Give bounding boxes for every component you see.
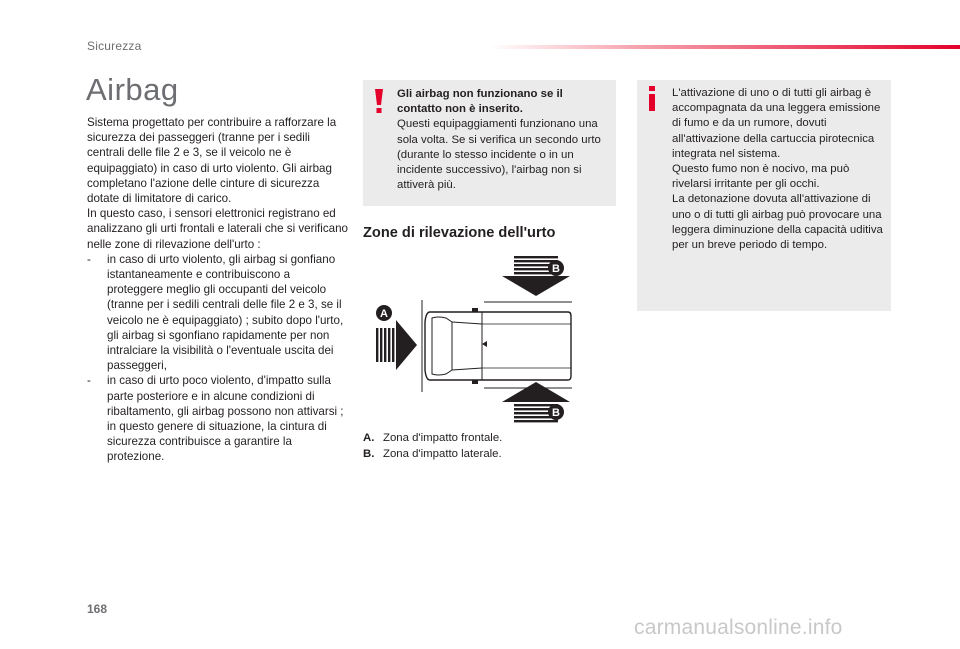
zones-heading: Zone di rilevazione dell'urto: [363, 225, 556, 241]
badge-a: [376, 305, 392, 321]
info-paragraph-2: Questo fumo non è nocivo, ma può rivelarsi irritante per gli occhi.: [672, 163, 850, 191]
bullet-text: in caso di urto violento, gli airbag si gonfiano istantaneamente e contribuiscono a proteggere meglio gli occupanti del veicolo (tranne per i sedili centrali delle file 2 e 3, se il veicolo ne è equipaggiato) ; subito dopo l'urto, gli airbag si sgonfiano rapidamente per non intralciare la visibilità o l'eventuale uscita dei passeggeri,: [107, 252, 344, 373]
page-number: 168: [87, 602, 108, 616]
intro-paragraph-2: In questo caso, i sensori elettronici registrano ed analizzano gli urti frontali e laterali che si verificano nelle zone di rilevazione dell'urto :: [87, 207, 348, 251]
legend-key: A.: [363, 432, 375, 444]
bullet-marker: -: [87, 252, 91, 266]
badge-b-bottom: [548, 404, 564, 420]
zones-legend: [363, 431, 502, 462]
bullet-item: [87, 373, 349, 464]
warning-icon: [372, 88, 386, 114]
bullet-text: in caso di urto poco violento, d'impatto sulla parte posteriore e in alcune condizioni di ribaltamento, gli airbag possono non attivarsi ; in questo genere di situazione, la cintura di sicurezza contribuisce a garantire la protezione.: [107, 374, 344, 464]
badge-b-top: [548, 260, 564, 276]
intro-column: [87, 115, 349, 465]
watermark: carmanualsonline.info: [634, 616, 843, 639]
front-impact-arrow: [376, 320, 417, 370]
svg-text:B: B: [552, 407, 560, 419]
legend-text: Zona d'impatto laterale.: [383, 447, 502, 460]
legend-row: [363, 431, 502, 447]
svg-text:A: A: [380, 308, 388, 320]
bullet-marker: -: [87, 374, 91, 388]
warning-text: [397, 87, 609, 193]
info-box: [637, 80, 891, 311]
legend-row: [363, 447, 502, 463]
info-icon: [646, 86, 658, 112]
impact-zones-diagram: [372, 252, 572, 424]
header-divider: [490, 45, 960, 49]
van-top-view: [425, 308, 571, 384]
warning-box: [363, 80, 616, 206]
warning-heading: Gli airbag non funzionano se il contatto non è inserito.: [397, 88, 563, 116]
info-paragraph-1: L'attivazione di uno o di tutti gli airbag è accompagnata da una leggera emissione di fumo e da un rumore, dovuti all'attivazione della cartuccia pirotecnica integrata nel sistema.: [672, 87, 881, 160]
bullet-item: [87, 252, 349, 374]
legend-text: Zona d'impatto frontale.: [383, 432, 503, 444]
section-label: Sicurezza: [87, 39, 142, 53]
legend-key: B.: [363, 447, 375, 460]
warning-body: Questi equipaggiamenti funzionano una sola volta. Se si verifica un secondo urto (durante lo stesso incidente o in un incidente successivo), l'airbag non si attiverà più.: [397, 118, 601, 192]
svg-text:B: B: [552, 263, 560, 275]
info-paragraph-3: La detonazione dovuta all'attivazione di uno o di tutti gli airbag può provocare una leggera diminuzione della capacità uditiva per un breve periodo di tempo.: [672, 193, 883, 252]
intro-paragraph-1: Sistema progettato per contribuire a rafforzare la sicurezza dei passeggeri (tranne per i sedili centrali delle file 2 e 3, se il veicolo ne è equipaggiato) in caso di urto violento. Gli airbag completano l'azione delle cinture di sicurezza dotate di limitatore di carico.: [87, 116, 337, 206]
info-text: [672, 86, 885, 253]
page-title: Airbag: [86, 72, 179, 107]
